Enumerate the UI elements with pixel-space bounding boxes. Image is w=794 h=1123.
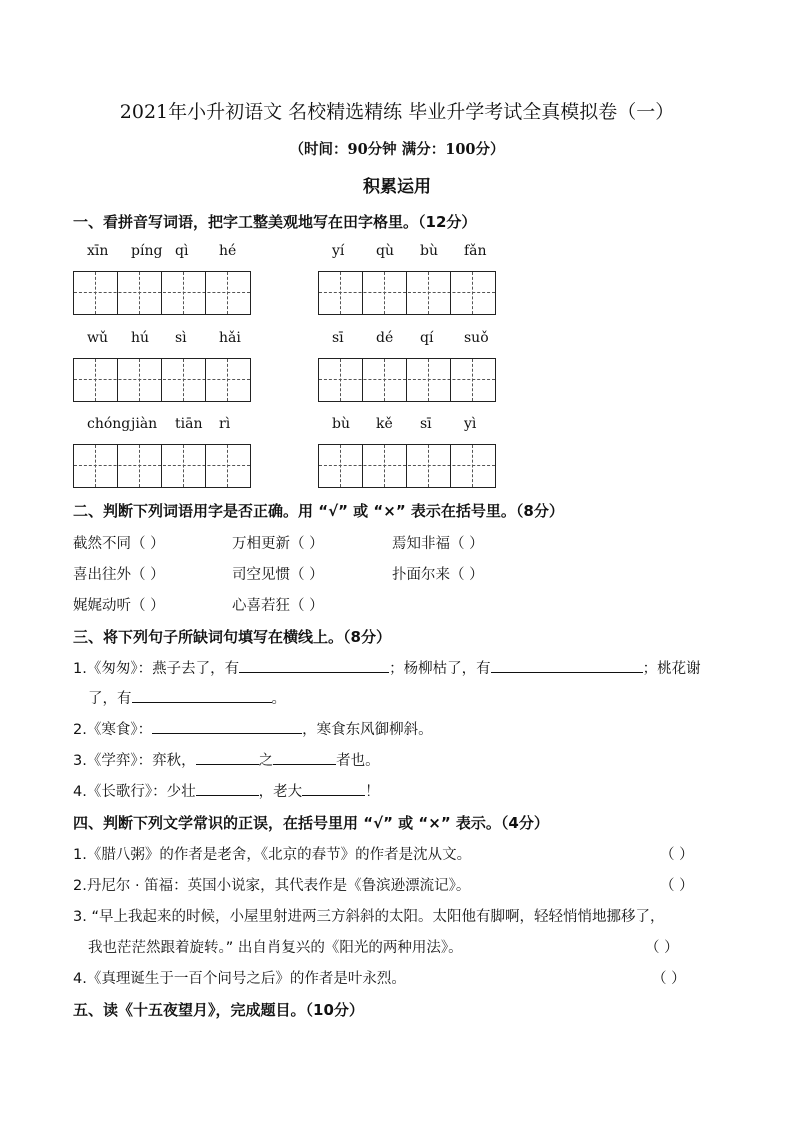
q3-text: 1.《匆匆》：燕子去了，有: [73, 661, 240, 677]
q4-statement-2: 2.丹尼尔 · 笛福：英国小说家，其代表作是《鲁滨逊漂流记》。: [73, 878, 471, 894]
answer-parenthesis[interactable]: （ ）: [652, 971, 686, 987]
q2-heading: 二、判断下列词语用字是否正确。用 “√” 或 “×” 表示在括号里。（8分）: [73, 502, 564, 520]
pinyin-syllable: hǎi: [219, 330, 241, 346]
pinyin-syllable: fǎn: [464, 243, 487, 259]
q3-text: 3.《学弈》：弈秋，: [73, 753, 196, 769]
pinyin-syllable: kě: [376, 416, 393, 432]
q3-text: 。: [271, 691, 286, 707]
q2-item: 司空见惯（ ）: [232, 567, 324, 583]
q2-item: 焉知非福（ ）: [392, 536, 484, 552]
pinyin-syllable: yì: [464, 416, 477, 432]
q3-text: ；桃花谢: [642, 661, 701, 677]
q3-line-4: [73, 780, 380, 801]
q2-item: 娓娓动听（ ）: [73, 598, 165, 614]
q4-heading: 四、判断下列文学常识的正误，在括号里用 “√” 或 “×” 表示。（4分）: [73, 814, 549, 832]
tianzi-grid[interactable]: [73, 444, 251, 488]
q2-item: 万相更新（ ）: [232, 536, 324, 552]
pinyin-syllable: bù: [332, 416, 350, 432]
pinyin-syllable: rì: [219, 416, 231, 432]
q5-heading: 五、读《十五夜望月》，完成题目。（10分）: [73, 1001, 364, 1019]
pinyin-syllable: dé: [376, 330, 394, 346]
pinyin-syllable: sī: [332, 330, 344, 346]
pinyin-syllable: jiàn: [131, 416, 158, 432]
q4-statement-1: 1.《腊八粥》的作者是老舍，《北京的春节》的作者是沈从文。: [73, 847, 472, 863]
q4-statement-4: 4.《真理诞生于一百个问号之后》的作者是叶永烈。: [73, 971, 406, 987]
q4-statement-3-cont: 我也茫茫然跟着旋转。” 出自肖复兴的《阳光的两种用法》。: [88, 940, 463, 956]
answer-blank[interactable]: [196, 750, 259, 765]
q2-item: 心喜若狂（ ）: [232, 598, 324, 614]
tianzi-grid[interactable]: [73, 358, 251, 402]
q3-line-1-cont: [88, 687, 286, 708]
pinyin-syllable: hé: [219, 243, 237, 259]
q3-line-3: [73, 749, 380, 770]
q3-line-1: [73, 657, 701, 678]
q2-item: 喜出往外（ ）: [73, 567, 165, 583]
answer-blank[interactable]: [273, 750, 336, 765]
pinyin-syllable: sì: [175, 330, 187, 346]
q3-text: 4.《长歌行》：少壮: [73, 784, 196, 800]
q3-text: ，老大: [258, 784, 303, 800]
q3-text: ！: [365, 784, 380, 800]
answer-parenthesis[interactable]: （ ）: [660, 878, 694, 894]
pinyin-syllable: xīn: [87, 243, 109, 259]
answer-blank[interactable]: [302, 781, 365, 796]
pinyin-syllable: tiān: [175, 416, 203, 432]
pinyin-syllable: píng: [131, 243, 163, 259]
pinyin-syllable: suǒ: [464, 330, 489, 346]
pinyin-syllable: wǔ: [87, 330, 108, 346]
answer-blank[interactable]: [152, 719, 302, 734]
q4-statement-3: 3. “早上我起来的时候，小屋里射进两三方斜斜的太阳。太阳他有脚啊，轻轻悄悄地挪移了，: [73, 909, 665, 925]
q3-text: 者也。: [336, 753, 380, 769]
tianzi-grid[interactable]: [318, 444, 496, 488]
answer-blank[interactable]: [491, 658, 643, 673]
answer-parenthesis[interactable]: （ ）: [645, 940, 679, 956]
answer-blank[interactable]: [132, 688, 272, 703]
pinyin-syllable: qì: [175, 243, 189, 259]
q3-text: ，寒食东风御柳斜。: [302, 722, 433, 738]
exam-info: （时间：90分钟 满分：100分）: [289, 141, 505, 158]
page-title: 2021年小升初语文 名校精选精练 毕业升学考试全真模拟卷（一）: [119, 101, 675, 123]
q3-text: 2.《寒食》：: [73, 722, 153, 738]
q3-text: 之: [258, 753, 274, 769]
pinyin-syllable: chóng: [87, 416, 131, 432]
pinyin-syllable: sī: [420, 416, 432, 432]
q3-text: ；杨柳枯了，有: [389, 661, 491, 677]
q2-item: 扑面尔来（ ）: [392, 567, 484, 583]
pinyin-syllable: yí: [332, 243, 345, 259]
pinyin-syllable: hú: [131, 330, 150, 346]
pinyin-syllable: bù: [420, 243, 438, 259]
answer-parenthesis[interactable]: （ ）: [660, 847, 694, 863]
tianzi-grid[interactable]: [318, 271, 496, 315]
tianzi-grid[interactable]: [73, 271, 251, 315]
answer-blank[interactable]: [196, 781, 259, 796]
q3-heading: 三、将下列句子所缺词句填写在横线上。（8分）: [73, 628, 391, 646]
q3-text: 了，有: [88, 691, 132, 707]
q1-heading: 一、看拼音写词语，把字工整美观地写在田字格里。（12分）: [73, 213, 477, 231]
section-heading: 积累运用: [363, 177, 431, 197]
q3-line-2: [73, 718, 433, 739]
tianzi-grid[interactable]: [318, 358, 496, 402]
pinyin-syllable: qù: [376, 243, 394, 259]
pinyin-syllable: qí: [420, 330, 434, 346]
answer-blank[interactable]: [239, 658, 389, 673]
q2-item: 截然不同（ ）: [73, 536, 165, 552]
